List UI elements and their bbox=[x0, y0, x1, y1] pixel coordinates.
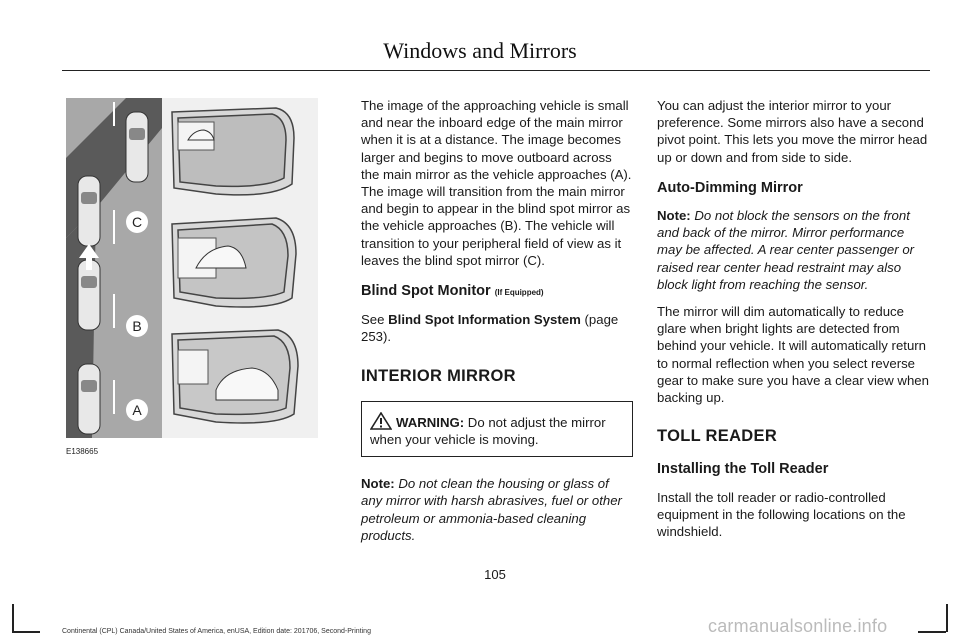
header-rule bbox=[62, 70, 930, 71]
dimming-paragraph: The mirror will dim automatically to reduce glare when bright lights are detected from behind your vehicle. It will automatically return to normal reflection when you select reverse gear to make sure you have a clear view when backing up. bbox=[657, 304, 929, 406]
interior-mirror-heading: INTERIOR MIRROR bbox=[361, 366, 516, 385]
label-a: A bbox=[132, 402, 142, 418]
figure-id-label: E138665 bbox=[66, 447, 99, 456]
see-reference: See Blind Spot Information System (page 253). bbox=[361, 312, 619, 345]
text-column-2 bbox=[657, 97, 929, 550]
text-column-1 bbox=[361, 97, 633, 554]
crop-mark-left-h bbox=[12, 631, 40, 633]
blind-spot-heading: Blind Spot Monitor (If Equipped) bbox=[361, 283, 544, 300]
if-equipped-note: (If Equipped) bbox=[494, 288, 544, 298]
auto-dimming-heading: Auto-Dimming Mirror bbox=[657, 179, 803, 196]
blind-spot-link[interactable]: Blind Spot Information System bbox=[388, 312, 581, 328]
page-header-title: Windows and Mirrors bbox=[383, 38, 577, 63]
watermark-text: carmanualsonline.info bbox=[708, 616, 888, 636]
toll-reader-heading: TOLL READER bbox=[657, 427, 778, 446]
installing-toll-reader-heading: Installing the Toll Reader bbox=[657, 461, 829, 478]
warning-label: WARNING: bbox=[396, 414, 465, 430]
sensor-note: Note: Do not block the sensors on the front and back of the mirror. Mirror performance may be affected. A rear center passenger or raised rear center head restraint may also block light from reaching the sensor. bbox=[657, 208, 915, 292]
footer-text: Continental (CPL) Canada/United States of America, enUSA, Edition date: 201706, Second-Printing bbox=[62, 628, 371, 635]
crop-mark-right-h bbox=[918, 631, 946, 633]
warning-triangle-icon bbox=[370, 412, 392, 430]
toll-install-paragraph: Install the toll reader or radio-controlled equipment in the following locations on the windshield. bbox=[657, 489, 906, 540]
blind-spot-mirror-illustration bbox=[66, 98, 318, 438]
label-c: C bbox=[131, 214, 143, 230]
interior-adjust-paragraph: You can adjust the interior mirror to your preference. Some mirrors also have a second pivot point. This lets you move the mirror head up or down and from side to side. bbox=[657, 98, 928, 165]
crop-mark-right bbox=[946, 604, 948, 632]
warning-text: Do not adjust the mirror when your vehicle is moving. bbox=[370, 414, 606, 448]
approach-paragraph: The image of the approaching vehicle is small and near the inboard edge of the main mirror when it is at a distance. The image becomes larger and begins to move outboard across the main mirror as the vehicle approaches (A). The image will transition from the main mirror and begin to appear in the blind spot mirror as the vehicle approaches (B). The vehicle will transition to your peripheral field of view as it leaves the blind spot mirror (C). bbox=[361, 98, 632, 268]
crop-mark-left bbox=[12, 604, 14, 632]
cleaning-note: Note: Do not clean the housing or glass of any mirror with harsh abrasives, fuel or other petroleum or ammonia-based cleaning products. bbox=[361, 476, 622, 543]
warning-box bbox=[361, 401, 633, 457]
label-b: B bbox=[132, 318, 142, 334]
page-number: 105 bbox=[484, 567, 506, 582]
